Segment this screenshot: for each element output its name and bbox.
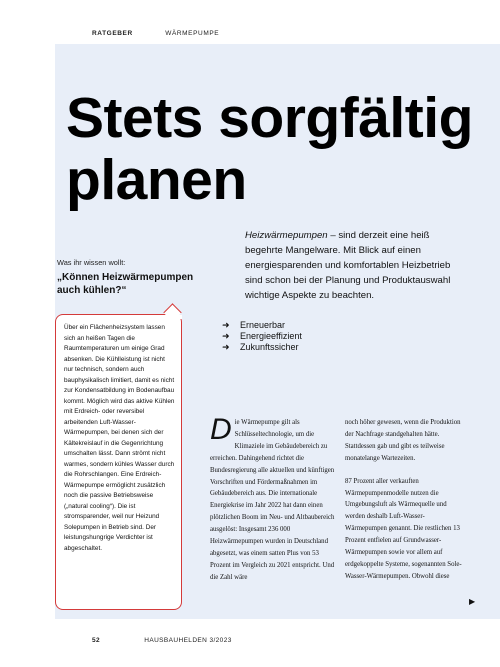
drop-cap: D: [210, 413, 232, 446]
page-footer: [92, 637, 232, 644]
arrow-right-icon: ➜: [222, 320, 230, 330]
body-column-2: [345, 417, 465, 594]
teaser-text: – sind derzeit eine heiß begehrte Mangelware. Mit Blick auf einen energiesparenden und komfortablen Heizbetrieb sind schon bei der Planung und Produktauswahl wichtige Aspekte zu beachten.: [245, 230, 451, 301]
feature-label: Erneuerbar: [240, 320, 286, 330]
magazine-issue: HAUSBAUHELDEN 3/2023: [144, 637, 232, 644]
sidebar-question-text: „Können Heizwärmepumpen auch kühlen?“: [57, 272, 194, 296]
answer-box: [55, 314, 182, 610]
answer-text: Über ein Flächenheizsystem lassen sich an heißen Tagen die Raumtemperaturen um einige Grad absenken. Die Kühlleistung ist nicht nur technisch, sondern auch bauphysikalisch limitiert, damit es nicht zur Kondensatbildung im Bodenaufbau kommt. Möglich wird das aktive Kühlen mit Erdreich- oder reversibel arbeitenden Luft-Wasser-Wärmepumpen, bei denen sich der Kältekreislauf in die Gegenrichtung umschalten lässt. Dann strömt nicht warmes, sondern kühles Wasser durch die Rohrschlangen. Eine Erdreich-Wärmepumpe ermöglicht zusätzlich noch die passive Betriebsweise („natural cooling“). Die ist stromsparender, weil nur Heizund Solepumpen in Betrieb sind. Der leistungshungrige Verdichter ist abgeschaltet.: [64, 324, 175, 552]
teaser-lead: Heizwärmepumpen: [245, 230, 328, 241]
continue-arrow-icon: ▶: [469, 597, 476, 606]
feature-item: [222, 320, 302, 331]
feature-item: [222, 342, 302, 353]
body-paragraph: 87 Prozent aller verkauften Wärmepumpenmodelle nutzen die Umgebungsluft als Wärmequelle und werden deshalb Luft-Wasser-Wärmepumpen genannt. Die restlichen 13 Prozent entfielen auf Grundwasser-Wärmepumpen sowie vor allem auf erdgekoppelte Systeme, sogenannten Sole-Wasser-Wärmepumpen. Obwohl diese: [345, 477, 462, 580]
body-paragraph: noch höher gewesen, wenn die Produktion der Nachfrage standgehalten hätte. Stattdessen gab und gibt es teilweise monatelange Wartezeiten.: [345, 419, 461, 462]
feature-item: [222, 331, 302, 342]
body-text-col1: ie Wärmepumpe gilt als Schlüsseltechnologie, um die Klimaziele im Gebäudebereich zu erreichen. Dahingehend richtet die Bundesregierung alle aktuellen und künftigen Vorschriften und Fördermaßnahmen im Gebäudebereich aus. Die internationale Energiekrise im Jahr 2022 hat dann einen plötzlichen Boom im Neu- und Altbaubereich ausgelöst: Insgesamt 236 000 Heizwärmepumpen wurden in Deutschland abgesetzt, was einem satten Plus von 53 Prozent im Vergleich zu 2021 entspricht. Und die Zahl wäre: [210, 419, 335, 581]
section-label: RATGEBER: [92, 30, 133, 37]
teaser: [245, 228, 460, 303]
sidebar-kicker: Was ihr wissen wollt:: [57, 258, 126, 267]
header-bar: [92, 30, 219, 37]
article-title: [66, 87, 486, 211]
feature-list: [222, 320, 302, 353]
body-column-1: [210, 413, 340, 584]
arrow-right-icon: ➜: [222, 331, 230, 341]
page-number: 52: [92, 637, 101, 644]
arrow-right-icon: ➜: [222, 342, 230, 352]
speech-bubble-notch-cover: [162, 315, 182, 319]
feature-label: Zukunftssicher: [240, 342, 299, 352]
feature-label: Energieeffizient: [240, 331, 302, 341]
title-line-2: planen: [66, 148, 247, 212]
subsection-label: WÄRMEPUMPE: [165, 30, 220, 37]
title-line-1: Stets sorgfältig: [66, 86, 473, 150]
sidebar-question: [57, 258, 217, 297]
